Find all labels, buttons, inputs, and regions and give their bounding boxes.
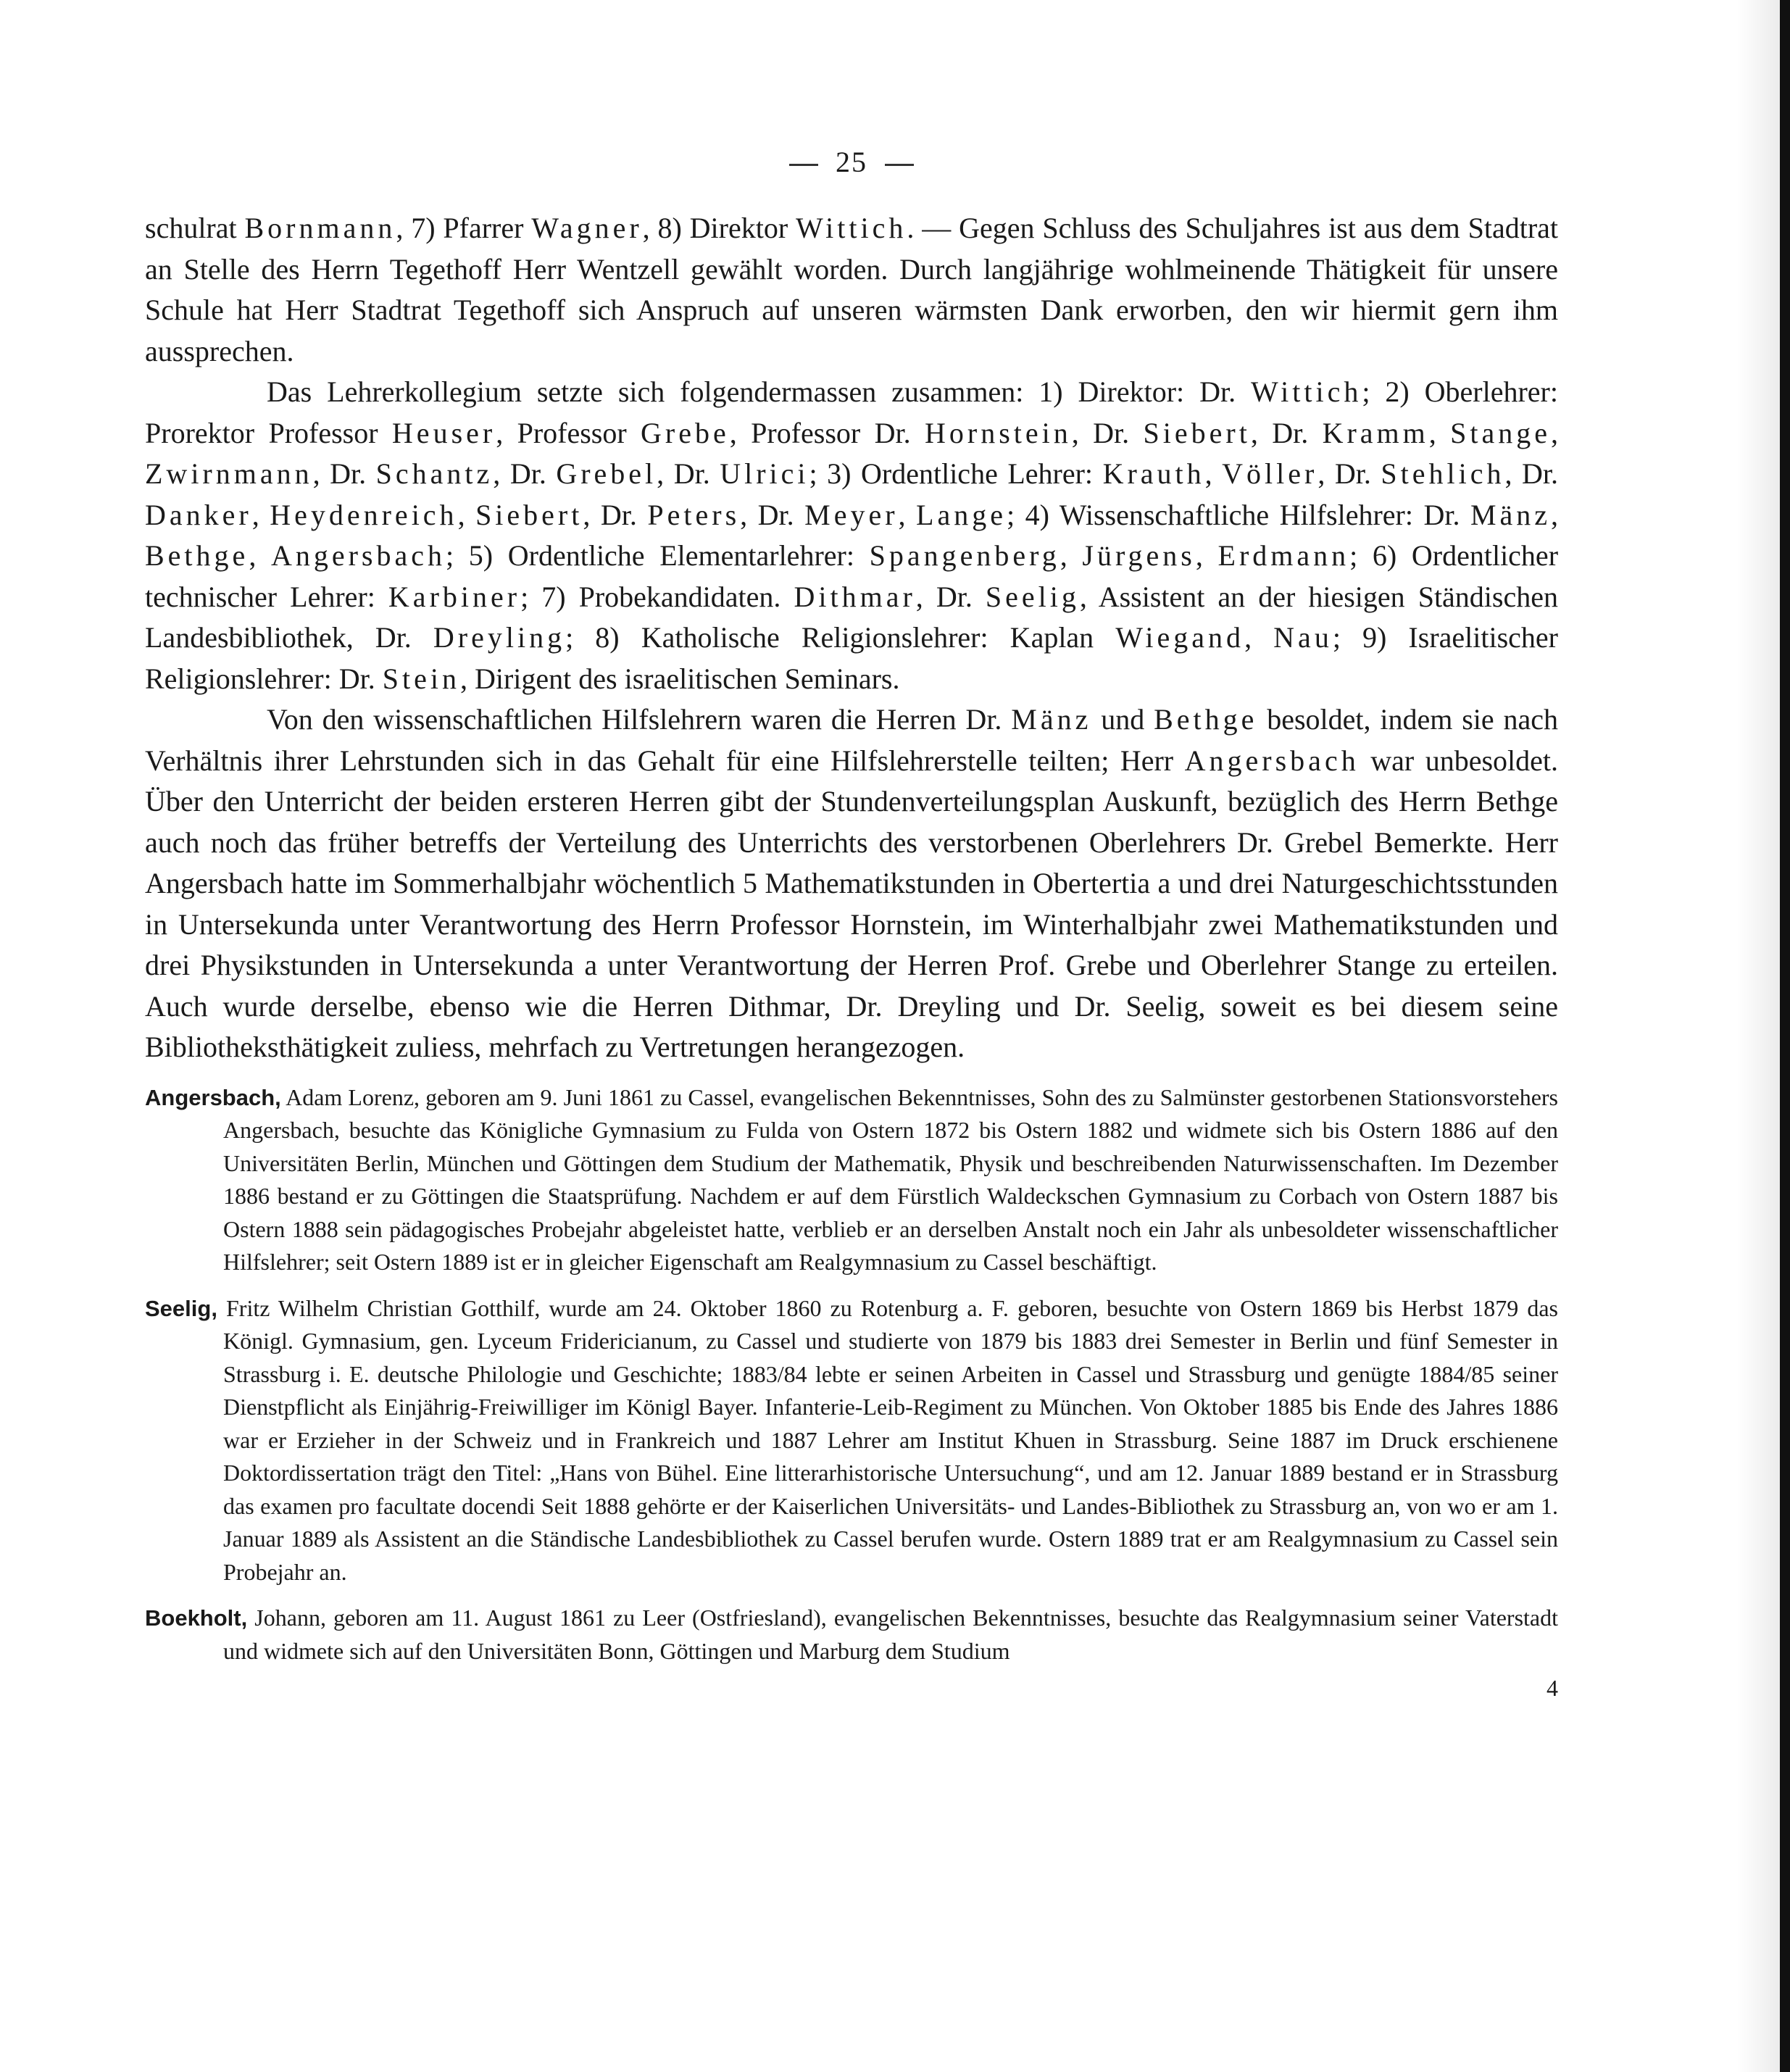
text-run: , Dr. <box>657 457 720 490</box>
text-run: , Dirigent des israelitischen Seminars. <box>459 662 900 695</box>
text-run: , 8) Direktor <box>642 212 796 244</box>
name-spaced: Stein <box>382 662 460 695</box>
text-run: , Professor <box>496 416 641 449</box>
text-run: , Dr. <box>1071 416 1144 449</box>
name-spaced: Ulrici <box>720 457 809 490</box>
name-spaced: Grebe <box>641 416 730 449</box>
name-spaced: Jürgens <box>1082 539 1196 572</box>
text-run: , <box>1195 539 1218 572</box>
page-number <box>145 145 1558 179</box>
bio-name: Seelig, <box>145 1295 217 1321</box>
name-spaced: Hornstein <box>924 416 1072 449</box>
sheet-signature: 4 <box>1547 1675 1558 1701</box>
name-spaced: Stehlich <box>1381 457 1505 490</box>
text-run: , <box>1244 621 1274 654</box>
text-run: , Professor Dr. <box>729 416 925 449</box>
name-spaced: Heydenreich <box>270 498 458 531</box>
text-run: Das Lehrerkollegium setzte sich folgendermassen zusammen: 1) Direktor: Dr. <box>267 375 1251 408</box>
text-run: , 7) Pfarrer <box>396 212 532 244</box>
name-spaced: Mänz <box>1011 703 1092 736</box>
text-run: , <box>1428 416 1451 449</box>
dash-right <box>885 164 914 166</box>
text-run: schulrat <box>145 212 245 244</box>
text-run: , Dr. <box>1250 416 1323 449</box>
name-spaced: Peters <box>647 498 741 531</box>
text-run: war unbesoldet. Über den Unterricht der beiden ersteren Herren gibt der Stundenverteilungsplan Auskunft, bezüglich des Herrn Bethge auch noch das früher betreffs der Verteilung des Unterrichts des verstorbenen Oberlehrers Dr. Grebel Bemerkte. Herr Angersbach hatte im Sommerhalbjahr wöchentlich 5 Mathematikstunden in Obertertia a und drei Naturgeschichtsstunden in Untersekunda unter Verantwortung des Herrn Professor Hornstein, im Winterhalbjahr zwei Mathematikstunden und drei Physikstunden in Untersekunda a unter Verantwortung der Herren Prof. Grebe und Oberlehrer Stange zu erteilen. Auch wurde derselbe, ebenso wie die Herren Dithmar, Dr. Dreyling und Dr. Seelig, soweit es bei diesem seine Bibliotheksthätigkeit zuliess, mehrfach zu Vertretungen herangezogen. <box>145 744 1559 1063</box>
text-run: ; 5) Ordentliche Elementarlehrer: <box>446 539 870 572</box>
bio-text: Fritz Wilhelm Christian Gotthilf, wurde am 24. Oktober 1860 zu Rotenburg a. F. geboren, besuchte von Ostern 1869 bis Herbst 1879 das Königl. Gymnasium, gen. Lyceum Fridericianum, zu Cassel und studierte von 1879 bis 1883 drei Semester in Berlin und fünf Semester in Strassburg i. E. deutsche Philologie und Geschichte; 1883/84 lebte er seinen Arbeiten in Cassel und Strassburg und genügte 1884/85 seiner Dienstpflicht als Einjährig-Freiwilliger im Königl Bayer. Infanterie-Leib-Regiment zu München. Von Oktober 1885 bis Ende des Jahres 1886 war er Erzieher in der Schweiz und in Frankreich und 1887 Lehrer am Institut Khuen in Strassburg. Seine 1887 im Druck erschienene Doktordissertation trägt den Titel: „Hans von Bühel. Eine litterarhistorische Untersuchung“, und am 12. Januar 1889 bestand er in Strassburg das examen pro facultate docendi Seit 1888 gehörte er der Kaiserlichen Universitäts- und Landes-Bibliothek zu Strassburg an, von wo er am 1. Januar 1889 als Assistent an die Ständische Landesbibliothek zu Cassel berufen wurde. Ostern 1889 trat er am Realgymnasium zu Cassel sein Probejahr an. <box>217 1294 1558 1585</box>
text-run: , Dr. <box>915 580 986 613</box>
text-run: , Dr. <box>583 498 648 531</box>
name-spaced: Bethge <box>1154 703 1258 736</box>
name-spaced: Mänz <box>1470 498 1552 531</box>
text-run: und <box>1091 703 1154 736</box>
text-run: ; 2) Oberlehrer: Prorektor Professor <box>145 375 1558 449</box>
text-run: , <box>898 498 917 531</box>
name-spaced: Wittich <box>796 212 907 244</box>
name-spaced: Seelig <box>985 580 1080 613</box>
text-run: , Dr. <box>312 457 376 490</box>
text-run: ; 4) Wissenschaftliche Hilfslehrer: Dr. <box>1007 498 1470 531</box>
text-run: , <box>1551 498 1559 531</box>
name-spaced: Schantz <box>375 457 494 490</box>
text-run: , Dr. <box>493 457 557 490</box>
name-spaced: Nau <box>1273 621 1333 654</box>
name-spaced: Heuser <box>391 416 496 449</box>
name-spaced: Siebert <box>1143 416 1251 449</box>
paragraph-assistant-teachers <box>145 699 1558 1068</box>
name-spaced: Erdmann <box>1217 539 1350 572</box>
name-spaced: Bethge <box>145 539 249 572</box>
bio-text: Johann, geboren am 11. August 1861 zu Leer (Ostfriesland), evangelischen Bekenntnisses, besuchte das Realgymnasium seiner Vaterstadt und widmete sich auf den Universitäten Bonn, Göttingen und Marburg dem Studium <box>223 1605 1558 1664</box>
name-spaced: Angersbach <box>270 539 446 572</box>
text-run: ; 9) Israelitischer Religionslehrer: Dr. <box>145 621 1558 695</box>
bio-angersbach <box>145 1081 1558 1279</box>
name-spaced: Siebert <box>475 498 583 531</box>
bio-text: Adam Lorenz, geboren am 9. Juni 1861 zu Cassel, evangelischen Bekenntnisses, Sohn des zu Salmünster gestorbenen Stationsvorstehers Angersbach, besuchte das Königliche Gymnasium zu Fulda von Ostern 1872 bis Ostern 1882 und widmete sich bis Ostern 1886 auf den Universitäten Berlin, München und Göttingen dem Studium der Mathematik, Physik und beschreibenden Naturwissenschaften. Im Dezember 1886 bestand er zu Göttingen die Staatsprüfung. Nachdem er auf dem Fürstlich Waldeckschen Gymnasium zu Corbach von Ostern 1887 bis Ostern 1888 sein pädagogisches Probejahr abgeleistet hatte, verblieb er an derselben Anstalt noch ein Jahr als unbesoldeter wissenschaftlicher Hilfslehrer; seit Ostern 1889 ist er in gleicher Eigenschaft am Realgymnasium zu Cassel beschäftigt. <box>223 1083 1558 1275</box>
page-number-value: 25 <box>836 146 867 178</box>
name-spaced: Bornmann <box>244 212 396 244</box>
document-page <box>145 145 1558 1702</box>
bio-name: Boekholt, <box>145 1605 248 1631</box>
name-spaced: Spangenberg <box>869 539 1060 572</box>
text-run: besoldet, indem sie nach Verhältnis ihrer Lehrstunden sich in das Gehalt für eine Hilfslehrerstelle teilten; Herr <box>145 703 1558 777</box>
bio-seelig <box>145 1292 1558 1589</box>
name-spaced: Stange <box>1450 416 1551 449</box>
name-spaced: Karbiner <box>388 580 521 613</box>
text-run: , Dr. <box>740 498 805 531</box>
paragraph-school-council <box>145 208 1558 372</box>
text-run: , Assistent an der hiesigen Ständischen Landesbibliothek, Dr. <box>145 580 1558 654</box>
name-spaced: Lange <box>916 498 1007 531</box>
scan-shadow <box>1736 0 1780 2072</box>
paragraph-teaching-staff <box>145 372 1558 699</box>
name-spaced: Kramm <box>1322 416 1429 449</box>
text-run: , <box>1204 457 1223 490</box>
name-spaced: Wagner <box>531 212 643 244</box>
text-run: ; 6) Ordentlicher technischer Lehrer: <box>145 539 1559 613</box>
bio-name: Angersbach, <box>145 1084 281 1110</box>
name-spaced: Danker <box>145 498 252 531</box>
text-run: ; 3) Ordentliche Lehrer: <box>809 457 1103 490</box>
text-run: Von den wissenschaftlichen Hilfslehrern waren die Herren Dr. <box>267 703 1012 736</box>
text-run: , <box>1551 416 1558 449</box>
text-run: , <box>1060 539 1083 572</box>
name-spaced: Meyer <box>804 498 899 531</box>
name-spaced: Wittich <box>1251 375 1362 408</box>
name-spaced: Zwirnmann <box>145 457 313 490</box>
name-spaced: Wiegand <box>1115 621 1245 654</box>
name-spaced: Dithmar <box>794 580 916 613</box>
text-run: , <box>251 498 270 531</box>
text-run: , Dr. <box>1317 457 1381 490</box>
text-run: , <box>249 539 271 572</box>
name-spaced: Angersbach <box>1184 744 1360 777</box>
text-run: , <box>457 498 476 531</box>
name-spaced: Grebel <box>556 457 657 490</box>
dash-left <box>789 164 818 166</box>
scan-border <box>1780 0 1790 2072</box>
text-run: , Dr. <box>1504 457 1559 490</box>
bio-boekholt <box>145 1602 1558 1668</box>
text-run: ; 7) Probekandidaten. <box>520 580 794 613</box>
name-spaced: Völler <box>1222 457 1318 490</box>
name-spaced: Krauth <box>1102 457 1205 490</box>
text-run: ; 8) Katholische Religionslehrer: Kaplan <box>565 621 1116 654</box>
name-spaced: Dreyling <box>433 621 566 654</box>
text-run: . — Gegen Schluss des Schuljahres ist aus dem Stadtrat an Stelle des Herrn Tegethoff Herr Wentzell gewählt worden. Durch langjährige wohlmeinende Thätigkeit für unsere Schule hat Herr Stadtrat Tegethoff sich Anspruch auf unseren wärmsten Dank erworben, den wir hiermit gern ihm aussprechen. <box>145 212 1559 367</box>
